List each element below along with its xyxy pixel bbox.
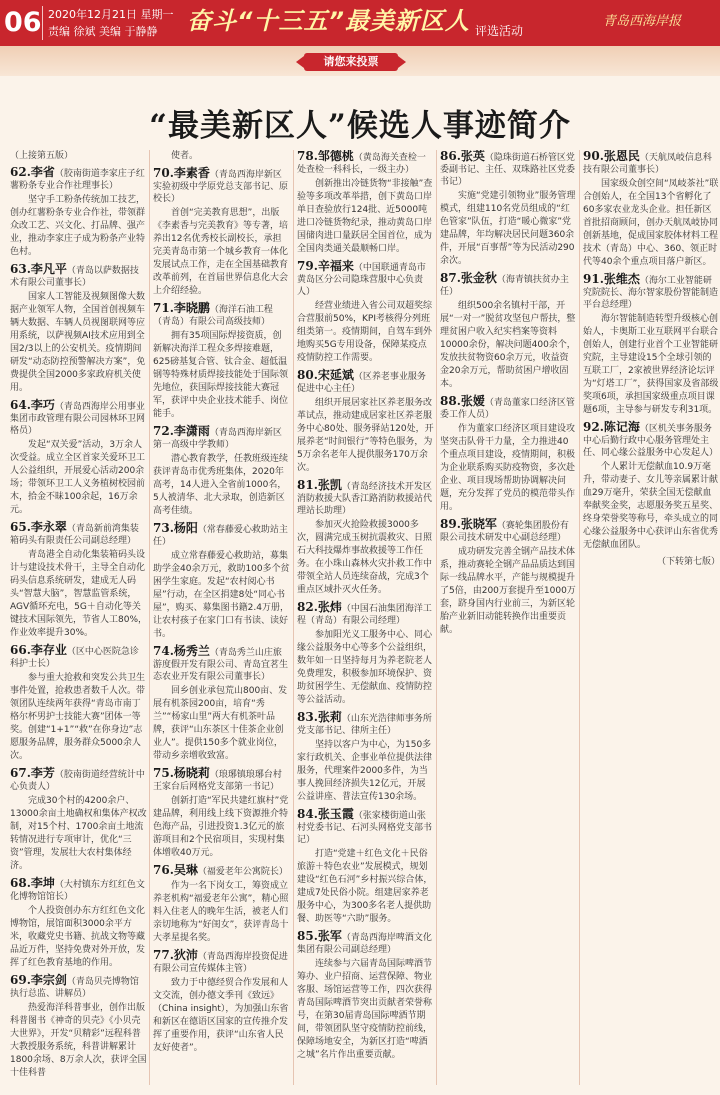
candidate-affiliation: （海青镇扶贫办主任） (440, 275, 569, 297)
candidate-description: 组织500余名镇村干部，开展“一对一”脱贫攻坚包户帮扶，整理贫困户收入纪实档案等资料10000余份，解决问题400余个，发放扶贫物资60余万元，收益资金20余万元，帮助贫困户增收固本。 (440, 301, 576, 389)
candidate-name: 82.张炜 (297, 600, 342, 614)
intro-note: （上接第五版） (10, 151, 74, 161)
candidate-entry (153, 864, 290, 945)
candidate-description: 经营业绩进入省公司双超奖综合营服前50%，KPI考核得分列班组类第一。疫情期间，自驾车到外地购买5G专用设备，保障某疫点疫情防控工作需要。 (297, 301, 433, 363)
candidate-affiliation: （青岛贝壳博物馆执行总监、讲解员） (10, 977, 139, 999)
column-divider (149, 150, 150, 1085)
candidate-heading (297, 150, 434, 176)
candidate-affiliation: （青岛西海岸新区第一高级中学教师） (153, 428, 282, 450)
candidate-description: 致力于中德经贸合作发展和人文交流，创办德文季刊《致远》（China insight），为加强山东省和新区在德语区国家的宣传推介发挥了重要作用，获评“山东省人民友好使者”。 (153, 978, 289, 1053)
candidate-entry (297, 601, 434, 707)
candidate-description: 参与重大抢救和突发公共卫生事件处置，抢救患者数千人次。带领团队连续两年获得“青岛市南丁格尔杯男护士技能大赛”团体一等奖。创建“1+1”“救”在你身边”志愿服务品牌，服务群众5000余人次。 (10, 673, 146, 761)
candidate-name: 67.李芳 (10, 766, 55, 780)
candidate-entry (297, 150, 434, 256)
candidate-entry (10, 399, 147, 517)
candidate-affiliation: （青岛西海岸公用事业集团市政管理有限公司园林环卫网格员） (10, 402, 146, 436)
candidate-heading (10, 644, 147, 670)
candidate-affiliation: （隐珠街道石桥管区党委副书记、主任、双珠路社区党委书记） (440, 153, 576, 187)
candidate-heading (153, 167, 290, 205)
candidate-name: 79.辛福来 (297, 259, 354, 273)
candidate-entry (297, 260, 434, 365)
vote-button[interactable]: 请您来投票 (304, 53, 398, 71)
candidate-heading (583, 421, 720, 459)
candidate-affiliation: （区机关事务服务中心后勤行政中心服务管理处主任、同心缘公益服务中心发起人） (583, 424, 719, 458)
candidate-entry (153, 522, 290, 641)
candidate-affiliation: （胶南街道经营统计中心负责人） (10, 770, 145, 792)
candidate-affiliation: （张家楼街道山张村党委书记、石河头网格党支部书记） (297, 811, 433, 845)
candidate-description: 青岛港全自动化集装箱码头设计与建设技术骨干，主导全自动化码头信息系统研发，建成无人码头“智慧大脑”，智慧监管系统，AGV循环充电，5G＋自动化等关键技术国际领先，节省人工80%，作业效率提升30%。 (10, 550, 147, 638)
candidate-name: 70.李素香 (153, 166, 210, 180)
candidate-entry (10, 263, 147, 395)
candidate-heading (153, 522, 290, 548)
continued-text: 使者。 (171, 151, 199, 161)
candidate-description: 打造“党建＋红色文化＋民俗旅游＋特色农业”发展模式，规划建设“红色石河”乡村振兴综合体，建成7处民俗小院。组建居家养老服务中心，为300多名老人提供助餐、助医等“六助”服务。 (297, 849, 433, 924)
candidate-description: 实施“党建引领物业”服务管理模式，组建110名党员组成的“红色管家”队伍，打造“暖心微家”党建品牌，年均解决居民问题360余件，开展“百事帮”等为民活动290余次。 (440, 191, 576, 266)
candidate-name: 71.李晓鹏 (153, 301, 210, 315)
candidate-affiliation: （大村镇东方红红色文化博物馆馆长） (10, 880, 145, 902)
candidate-name: 68.李坤 (10, 876, 55, 890)
candidate-entry (153, 949, 290, 1055)
candidate-description: 海尔智能制造转型升级核心创始人，卡奥斯工业互联网平台联合创始人，创建行业首个工业智能研究院，主导建设15个全球引领的互联工厂，2家被世界经济论坛评为“灯塔工厂”，获得国家及省部级奖项6项，承担国家级重点项目课题6项，主导参与研发专利31项。 (583, 314, 719, 415)
candidate-entry (440, 395, 577, 514)
candidate-name: 81.张凯 (297, 478, 342, 492)
candidate-heading (297, 369, 434, 395)
candidate-description: 国家人工智能及视频图像大数据产业领军人物，全国首创视频车辆大数据、车辆人员视图联网等应用系统，以萨视频AI技术应用到全国2/3以上的公安机关。疫情期间研发“动态防控预警解决方案”，免费提供全国2000多家政府机关使用。 (10, 292, 146, 393)
date-line: 2020年12月21日 星期一 (48, 8, 174, 21)
candidate-affiliation: （海洋石油工程（青岛）有限公司高级技师） (153, 305, 273, 327)
candidate-entry (153, 425, 290, 518)
candidate-description: 参加灭火抢险救援3000多次，圆满完成玉树抗震救灾、日照石大科技爆炸事故救援等工作任务。在小珠山森林火灾扑救工作中带领全站人员连续奋战，完成3个重点区域扑灭火任务。 (297, 520, 433, 595)
candidate-affiliation: （常春藤爱心救助站主任） (153, 525, 288, 547)
candidate-description: 连续参与六届青岛国际啤酒节筹办、业户招商、运营保障、物业客服、场馆运营等工作，四次获得青岛国际啤酒节突出贡献者荣誉称号，在第30届青岛国际啤酒节期间，带领团队坚守疫情防控前线，保障场地安全，为新区打造“啤酒之城”名片作出重要贡献。 (297, 959, 433, 1060)
candidate-heading (297, 808, 434, 846)
candidate-entry (10, 644, 147, 763)
candidate-heading (440, 272, 577, 298)
column-1 (10, 150, 147, 1090)
candidate-heading (10, 521, 147, 547)
main-title: “最美新区人”候选人事迹简介 (149, 108, 571, 144)
candidate-name: 80.宋延斌 (297, 368, 354, 382)
candidate-entry (297, 479, 434, 597)
candidate-description: 发起“双关爱”活动，3万余人次受益。成立全区首家关爱环卫工人公益组织，开展爱心活动200余场；带领环卫工人义务植树校园前木，拾金不昧100余起，16万余元。 (10, 440, 146, 515)
candidate-heading (153, 864, 290, 878)
candidate-description: 个人投资创办东方红红色文化博物馆，展馆面积3000余平方米，收藏党史书籍、抗战文物等藏品近万件，坚持免费对外开放，发挥了红色教育基地的作用。 (10, 906, 146, 968)
candidate-affiliation: （天航凤岐信息科技有限公司董事长） (583, 153, 712, 175)
candidate-description: 组织开展居家社区养老服务改革试点，推动建成居家社区养老服务中心80处、服务驿站120处，开展养老“时间银行”等特色服务，为5万余名老年人提供服务170万余次。 (297, 398, 434, 473)
candidate-heading (153, 645, 290, 683)
candidate-name: 91.张维杰 (583, 272, 640, 286)
header-subtitle: 评选活动 (475, 24, 524, 38)
candidate-entry (10, 166, 147, 259)
candidate-affiliation: （青岛西海岸啤酒文化集团有限公司副总经理） (297, 933, 432, 955)
candidate-affiliation: （青岛西海岸投资促进有限公司宣传媒体主管） (153, 952, 288, 974)
candidate-name: 90.张恩民 (583, 150, 640, 163)
column-5 (583, 150, 720, 1090)
candidate-heading (10, 767, 147, 793)
candidate-entry (440, 518, 577, 637)
candidate-description: 成立常春藤爱心救助站，募集助学金40余万元，救助100多个贫困学生家庭。发起“农村阅心书屋”行动，在全区捐建8处“同心书屋”，购买、募集图书籍2.4万册，让农村孩子在家门口有书读、读好书。 (153, 551, 290, 639)
candidate-description: 国家级众创空间“凤岐茶社”联合创始人，在全国13个省孵化了60多家农业龙头企业。担任新区首批招商顾问，创办天航凤岐协同创新基地，促成国家胶体材料工程技术（青岛）中心、360、领正时代等40余个重点项目落户新区。 (583, 179, 719, 267)
candidate-entry (153, 767, 290, 860)
column-divider (293, 150, 294, 1085)
candidate-affiliation: （青岛董家口经济区管委工作人员） (440, 398, 575, 420)
candidate-name: 65.李永翠 (10, 520, 67, 534)
column-divider (436, 150, 437, 1085)
candidate-heading (153, 302, 290, 328)
candidate-affiliation: （青岛以萨数据技术有限公司董事长） (10, 266, 139, 288)
candidate-affiliation: （中国石油集团海洋工程（青岛）有限公司经理） (297, 604, 432, 626)
candidate-heading (10, 263, 147, 289)
candidate-affiliation: （胶南街道李家庄子红薯粉条专业合作社理事长） (10, 169, 145, 191)
candidate-heading (10, 974, 147, 1000)
candidate-name: 76.吴琳 (153, 863, 198, 877)
column-divider (579, 150, 580, 1085)
candidate-description: 个人累计无偿献血10.9万毫升，带动妻子、女儿等亲属累计献血29万毫升，荣获全国无偿献血奉献奖金奖，志愿服务奖五星奖、终身荣誉奖等称号，牵头成立的同心缘公益服务中心获评山东省优秀无偿献血团队。 (583, 462, 719, 550)
candidate-heading (297, 930, 434, 956)
candidate-entry (10, 877, 147, 970)
candidate-description: 潜心教育教学，任教班级连续获评青岛市优秀班集体，2020年高考，14人进入全省前1000名，5人被清华、北大录取，创造新区高考佳绩。 (153, 454, 289, 516)
candidate-name: 66.李存业 (10, 643, 67, 657)
header-title: 奋斗“十三五”最美新区人 (187, 7, 470, 35)
candidate-affiliation: （青岛新前湾集装箱码头有限责任公司副总经理） (10, 524, 139, 546)
candidate-heading (297, 479, 434, 517)
candidate-description: 创新打造“军民共建红旗村”党建品牌，利用线上线下资源推介特色海产品，引进投资1.3亿元的旅游项目和2个民宿项目，实现村集体增收40万元。 (153, 796, 289, 858)
candidate-name: 86.张英 (440, 150, 485, 163)
candidate-name: 63.李凡平 (10, 262, 67, 276)
candidate-entry (153, 167, 290, 298)
candidate-name: 85.张军 (297, 929, 342, 943)
candidate-entry (440, 272, 577, 391)
candidate-name: 77.狄沛 (153, 948, 198, 962)
candidate-heading (297, 260, 434, 298)
candidate-description: 坚守手工粉条传统加工技艺，创办红薯粉条专业合作社，带领群众改工艺、兴文化、打品牌、强产业，推动李家庄子成为粉条产业特色村。 (10, 195, 146, 257)
candidate-entry (153, 302, 290, 421)
candidate-description: 回乡创业承包荒山800亩、发展有机茶园200亩，培育“秀兰”“杨家山里”两大有机茶叶品牌，获评“山东茶区十佳茶企业创业人”。提供150多个就业岗位，带动乡亲增收致富。 (153, 686, 288, 761)
article-columns (10, 150, 718, 1090)
candidate-entry (10, 767, 147, 873)
candidate-heading (10, 877, 147, 903)
header-divider (42, 6, 43, 40)
candidate-heading (440, 395, 577, 421)
column-4 (440, 150, 577, 1090)
page-number: 06 (4, 7, 42, 38)
page-header (0, 0, 720, 46)
candidate-affiliation: （琅琊镇琅琊台村王家台后网格党支部第一书记） (153, 770, 282, 792)
candidate-heading (297, 711, 434, 737)
candidate-description: 参加阳光义工服务中心、同心缘公益服务中心等多个公益组织，数年如一日坚持每月为养老院老人免费理发，积极参加环境保护、资助贫困学生、无偿献血、疫情防控等公益活动。 (297, 630, 433, 705)
editors-line: 责编 徐斌 美编 于静静 (48, 25, 158, 38)
candidate-description: 成功研发完善全钢产品技术体系，推动赛轮全钢产品品质达到国际一线品牌水平，产能与规模提升了5倍，由200万套提升至1000万套，跻身国内行业前三，为新区轮胎产业新旧动能转换作出重要贡献。 (440, 547, 576, 635)
candidate-description: 创新推出冷链货物“非接触”查验等多项改革举措，创下黄岛口岸单日查验放行124批、近5000吨进口冷链货物纪录，推动黄岛口岸国储肉进口量跃居全国首位，成为全国肉类通关最顺畅口岸。 (297, 179, 433, 254)
candidate-entry (153, 645, 290, 763)
candidate-name: 73.杨阳 (153, 521, 198, 535)
candidate-affiliation: （青岛西海岸新区实验初级中学原党总支部书记、原校长） (153, 170, 289, 204)
candidate-name: 83.张莉 (297, 710, 342, 724)
candidate-name: 84.张玉霞 (297, 807, 354, 821)
candidate-description: 坚持以客户为中心，为150多家行政机关、企事业单位提供法律服务，代理案件2000多件，为当事人挽回经济损失12亿元，开展公益讲座、普法宣传130余场。 (297, 740, 433, 802)
candidate-entry (440, 150, 577, 268)
candidate-heading (153, 949, 290, 975)
candidate-affiliation: （山东光浩律师事务所党支部书记、律所主任） (297, 714, 432, 736)
candidate-entry (297, 808, 434, 926)
candidate-heading (440, 150, 577, 188)
candidate-affiliation: （区中心医院急诊科护士长） (10, 647, 139, 669)
candidate-affiliation: （赛轮集团股份有限公司技术研发中心副总经理） (440, 521, 569, 543)
candidate-heading (10, 166, 147, 192)
candidate-name: 69.李宗剑 (10, 973, 67, 987)
candidate-name: 92.陈记海 (583, 420, 640, 434)
candidate-description: 热爱海洋科普事业，创作出版科普图书《神奇的贝壳》《小贝壳大世界》，开发“贝精彩”远程科普大教授服务系统，科普讲解累计1800余场、8万余人次，获评全国十佳科普 (10, 1003, 147, 1078)
candidate-name: 72.李潇雨 (153, 424, 210, 438)
candidate-affiliation: （青岛经济技术开发区消防救援大队香江路消防救援站代理站长助理） (297, 482, 433, 516)
candidate-name: 78.邹德桃 (297, 150, 354, 163)
candidate-name: 88.张嫒 (440, 394, 485, 408)
candidate-name: 62.李省 (10, 165, 55, 179)
candidate-description: 拥有35项国际焊接资质，创新解决海洋工程众多焊接难题，625磅基复合管、钛合金、超低温钢等特殊材质焊接技能处于国际领先地位，获国际焊接技能大赛冠军，获评中央企业技术能手、岗位能手。 (153, 331, 289, 419)
column-3 (297, 150, 434, 1090)
candidate-heading (583, 150, 720, 176)
candidate-description: 作为董家口经济区项目建设攻坚突击队骨干力量，全力推进40个重点项目建设，疫情期间，积极为企业联系购买防疫物资，多次赴企业、项目现场帮助协调解决问题，充分发挥了党员的模范带头作用。 (440, 424, 576, 512)
candidate-heading (297, 601, 434, 627)
candidate-affiliation: （黄岛海关查检一处查检一科科长，一级主办） (297, 153, 426, 175)
candidate-entry (297, 930, 434, 1062)
candidate-heading (10, 399, 147, 437)
candidate-entry (297, 711, 434, 804)
candidate-affiliation: （青岛秀兰山庄旅游度假开发有限公司、青岛宜茗生态农业开发有限公司董事长） (153, 648, 289, 682)
candidate-name: 87.张金秋 (440, 271, 497, 285)
candidate-name: 74.杨秀兰 (153, 644, 210, 658)
candidate-heading (153, 425, 290, 451)
candidate-heading (583, 273, 720, 311)
candidate-description: 完成30个村的4200余户、13000余亩土地确权和集体产权改制，对15个村、1700余亩土地流转情况进行专项审计，优化“三资”管理，发展壮大农村集体经济。 (10, 796, 147, 871)
newspaper-logo: 青岛西海岸报 (603, 14, 682, 29)
candidate-description: 作为一名下岗女工，筹资成立养老机构“福爱老年公寓”，精心照料入住老人的晚年生活，被老人们亲切地称为“好闺女”，获评青岛十大孝星提名奖。 (153, 881, 289, 943)
candidate-heading (153, 767, 290, 793)
candidate-entry (583, 150, 720, 269)
candidate-affiliation: （中国联通青岛市黄岛区分公司隐珠营服中心负责人） (297, 263, 426, 297)
candidate-affiliation: （福爱老年公寓院长） (197, 867, 288, 877)
candidate-affiliation: （区养老事业服务促进中心主任） (297, 372, 426, 394)
candidate-name: 89.张晓军 (440, 517, 497, 531)
candidate-affiliation: （海尔工业智能研究院院长、海尔智家股份智能制造平台总经理） (583, 276, 719, 310)
candidate-name: 75.杨晓莉 (153, 766, 210, 780)
continue-note: （下转第七版） (656, 557, 720, 567)
candidate-heading (440, 518, 577, 544)
candidate-description: 首创“完美教育思想”，出版《李素香与完美教育》等专著，培养出12名优秀校长副校长，承担完美青岛市第一个城乡教育一体化发展试点工作，走在全国基础教育改革前列，在首届世界信息化大会上介绍经验。 (153, 208, 289, 296)
candidate-entry (10, 521, 147, 640)
candidate-name: 64.李巧 (10, 398, 55, 412)
column-2 (153, 150, 290, 1090)
candidate-entry (583, 273, 720, 417)
candidate-entry (583, 421, 720, 552)
candidate-entry (10, 974, 147, 1080)
candidate-entry (297, 369, 434, 475)
